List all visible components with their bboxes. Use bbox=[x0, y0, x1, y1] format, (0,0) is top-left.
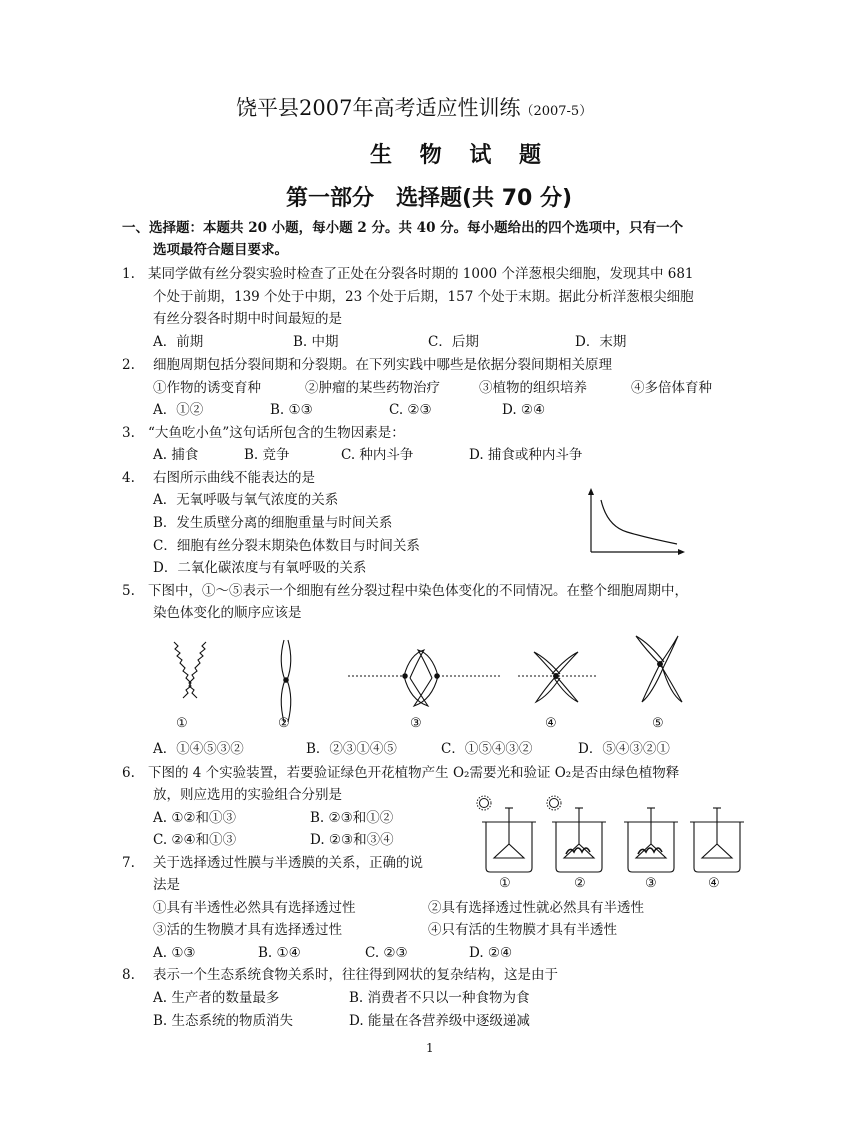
q6-option-d: D. ②③和③④ bbox=[310, 832, 394, 848]
jar-1 bbox=[482, 808, 536, 872]
q8-option-d: D. 能量在各营养级中逐级递减 bbox=[349, 1013, 530, 1029]
q3-option-c: C. 种内斗争 bbox=[341, 447, 414, 463]
q4-option-d: D．二氧化碳浓度与有氧呼吸的关系 bbox=[153, 560, 367, 576]
q1-option-d: D．末期 bbox=[575, 334, 627, 350]
exam-date: （2007-5） bbox=[520, 104, 593, 119]
chromosome-stage-5 bbox=[636, 636, 682, 702]
q4-number: 4. bbox=[122, 470, 135, 486]
q5-line1: 下图中，①～⑤表示一个细胞有丝分裂过程中染色体变化的不同情况。在整个细胞周期中， bbox=[148, 583, 688, 599]
jar-2 bbox=[552, 808, 606, 872]
q1-option-a: A．前期 bbox=[153, 334, 204, 350]
exam-title-text: 饶平县2007年高考适应性训练 bbox=[236, 96, 521, 120]
jar-4 bbox=[690, 808, 744, 872]
q7-item-2: ②具有选择透过性就必然具有半透性 bbox=[428, 900, 644, 916]
q7-option-c: C. ②③ bbox=[365, 945, 408, 961]
q4-curve-graph bbox=[585, 488, 685, 556]
q2-line1: 细胞周期包括分裂间期和分裂期。在下列实践中哪些是依据分裂间期相关原理 bbox=[153, 357, 612, 373]
q2-option-a: A．①② bbox=[153, 402, 204, 418]
q2-item-2: ②肿瘤的某些药物治疗 bbox=[305, 380, 440, 396]
chromosome-stage-2 bbox=[281, 640, 291, 722]
q4-x-arrow bbox=[678, 549, 685, 555]
q8-line1: 表示一个生态系统食物关系时，往往得到网状的复杂结构，这是由于 bbox=[153, 967, 558, 983]
q5-label-3: ③ bbox=[410, 716, 422, 731]
q4-curve bbox=[601, 500, 677, 544]
q8-option-a: A. 生产者的数量最多 bbox=[153, 990, 280, 1006]
q7-item-1: ①具有半透性必然具有选择透过性 bbox=[153, 900, 356, 916]
q6-label-3: ③ bbox=[645, 876, 657, 891]
q6-option-c: C. ②④和①③ bbox=[153, 832, 237, 848]
subject-title: 生 物 试 题 bbox=[370, 142, 551, 168]
q7-number: 7. bbox=[122, 855, 135, 871]
q1-number: 1. bbox=[122, 266, 135, 282]
q8-number: 8. bbox=[122, 967, 135, 983]
q7-item-3: ③活的生物膜才具有选择透过性 bbox=[153, 922, 342, 938]
q6-number: 6. bbox=[122, 765, 135, 781]
q2-option-c: C. ②③ bbox=[389, 402, 432, 418]
q6-label-2: ② bbox=[574, 876, 586, 891]
q5-option-d: D．⑤④③②① bbox=[578, 741, 670, 757]
q5-label-2: ② bbox=[278, 716, 290, 731]
q4-option-a: A．无氧呼吸与氧气浓度的关系 bbox=[153, 492, 339, 508]
sun-icon bbox=[547, 796, 561, 810]
chromosome-stage-3 bbox=[348, 650, 500, 706]
q3-line1: “大鱼吃小鱼”这句话所包含的生物因素是： bbox=[148, 425, 405, 441]
q5-option-a: A．①④⑤③② bbox=[153, 741, 244, 757]
q5-chromosome-figure bbox=[160, 634, 720, 734]
q5-number: 5. bbox=[122, 583, 135, 599]
q2-number: 2. bbox=[122, 357, 135, 373]
q7-option-b: B. ①④ bbox=[258, 945, 301, 961]
q2-item-1: ①作物的诱变育种 bbox=[153, 380, 261, 396]
q6-option-b: B. ②③和①② bbox=[310, 810, 394, 826]
q6-apparatus-figure bbox=[472, 792, 742, 892]
q6-line2: 放，则应选用的实验组合分别是 bbox=[153, 787, 342, 803]
q7-option-a: A. ①③ bbox=[153, 945, 196, 961]
q3-option-a: A. 捕食 bbox=[153, 447, 199, 463]
q4-option-c: C．细胞有丝分裂末期染色体数目与时间关系 bbox=[153, 538, 420, 554]
part-title: 第一部分 选择题(共 70 分) bbox=[286, 186, 573, 211]
q5-label-1: ① bbox=[176, 716, 188, 731]
q1-option-b: B. 中期 bbox=[293, 334, 339, 350]
q5-line2: 染色体变化的顺序应该是 bbox=[153, 605, 302, 621]
chromosome-stage-1 bbox=[174, 642, 206, 698]
q1-line2: 个处于前期，139 个处于中期，23 个处于后期，157 个处于末期。据此分析洋葱根尖细胞 bbox=[153, 289, 694, 305]
q7-line1: 关于选择透过性膜与半透膜的关系，正确的说 bbox=[153, 855, 423, 871]
q5-label-4: ④ bbox=[545, 716, 557, 731]
q1-line3: 有丝分裂各时期中时间最短的是 bbox=[153, 311, 342, 327]
q3-option-d: D. 捕食或种内斗争 bbox=[469, 447, 583, 463]
q7-item-4: ④只有活的生物膜才具有半透性 bbox=[428, 922, 617, 938]
q6-label-1: ① bbox=[499, 876, 511, 891]
q4-line1: 右图所示曲线不能表达的是 bbox=[153, 470, 315, 486]
jar-3 bbox=[624, 808, 678, 872]
q5-label-5: ⑤ bbox=[652, 716, 664, 731]
q2-option-b: B. ①③ bbox=[270, 402, 313, 418]
section-instruction-line2: 选项最符合题目要求。 bbox=[153, 242, 288, 258]
q7-line2: 法是 bbox=[153, 877, 180, 893]
q8-option-b: B. 消费者不只以一种食物为食 bbox=[349, 990, 530, 1006]
q7-option-d: D. ②④ bbox=[469, 945, 513, 961]
q2-option-d: D. ②④ bbox=[502, 402, 546, 418]
q6-label-4: ④ bbox=[708, 876, 720, 891]
chromosome-stage-4 bbox=[518, 652, 598, 702]
q4-y-arrow bbox=[588, 488, 594, 495]
q8-option-c: B. 生态系统的物质消失 bbox=[153, 1013, 294, 1029]
q5-option-b: B．②③①④⑤ bbox=[306, 741, 397, 757]
q2-item-4: ④多倍体育种 bbox=[631, 380, 712, 396]
q2-item-3: ③植物的组织培养 bbox=[479, 380, 587, 396]
q1-option-c: C．后期 bbox=[428, 334, 479, 350]
sun-icon bbox=[477, 796, 491, 810]
q6-option-a: A. ①②和①③ bbox=[153, 810, 237, 826]
exam-title bbox=[236, 92, 592, 122]
q1-line1: 某同学做有丝分裂实验时检查了正处在分裂各时期的 1000 个洋葱根尖细胞，发现其中 681 bbox=[148, 266, 694, 282]
q6-line1: 下图的 4 个实验装置，若要验证绿色开花植物产生 O₂需要光和验证 O₂是否由绿色植物释 bbox=[148, 765, 680, 781]
section-instruction-line1: 一、选择题：本题共 20 小题，每小题 2 分。共 40 分。每小题给出的四个选项中，只有一个 bbox=[122, 220, 684, 236]
q3-number: 3. bbox=[122, 425, 135, 441]
q4-option-b: B．发生质壁分离的细胞重量与时间关系 bbox=[153, 515, 393, 531]
q5-option-c: C．①⑤④③② bbox=[441, 741, 533, 757]
q3-option-b: B. 竞争 bbox=[244, 447, 290, 463]
page-number: 1 bbox=[426, 1041, 434, 1055]
